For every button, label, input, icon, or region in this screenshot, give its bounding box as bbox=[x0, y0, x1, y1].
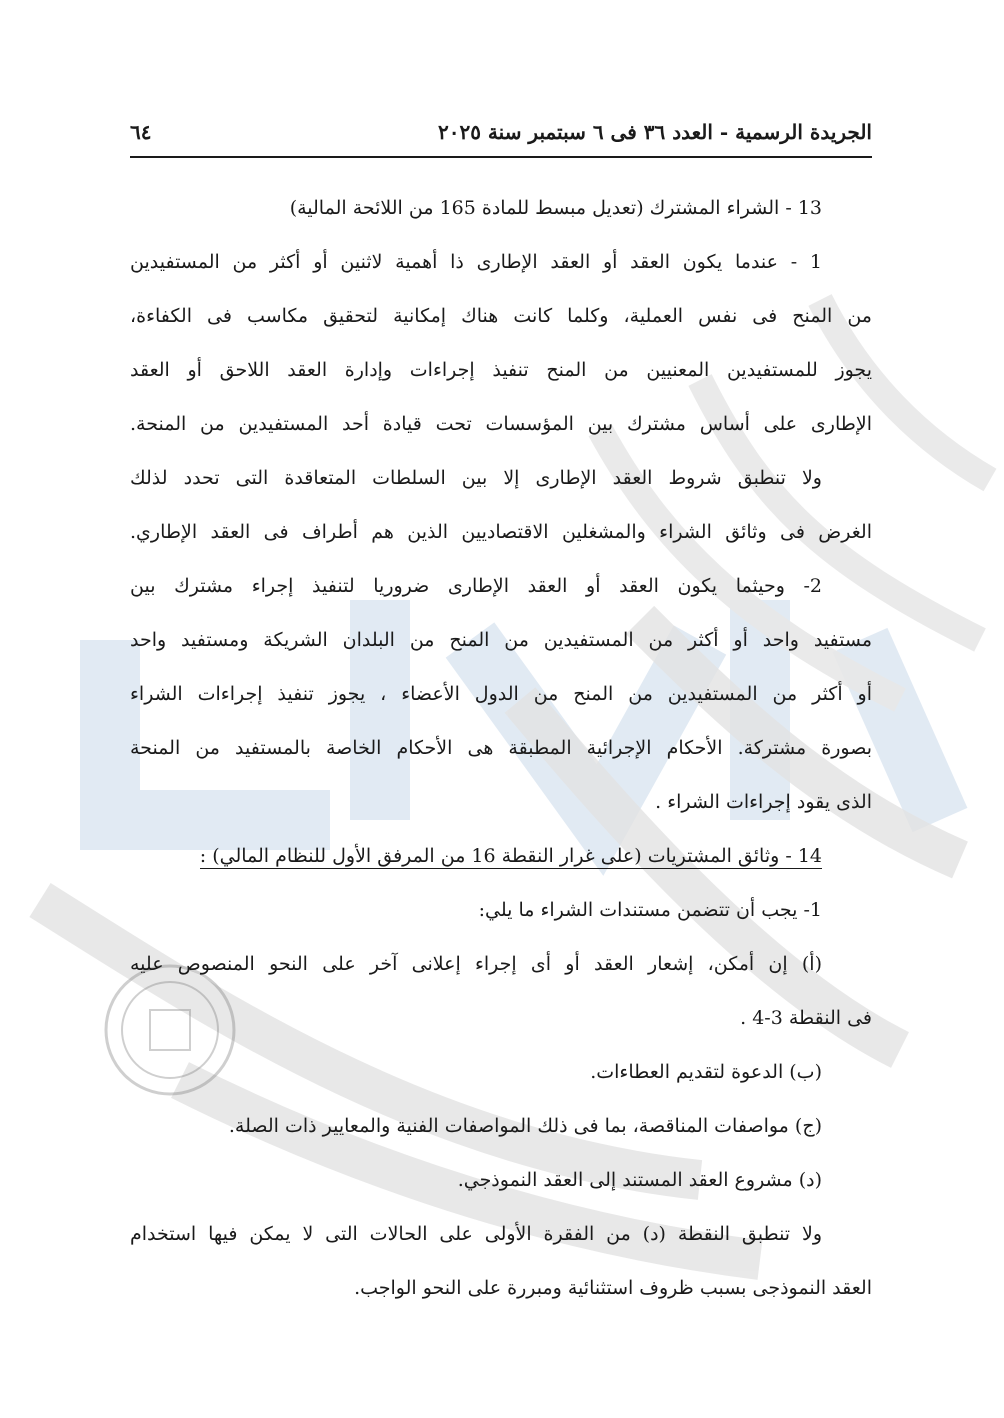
section-14-heading bbox=[130, 834, 872, 878]
paragraph-line: الغرض فى وثائق الشراء والمشغلين الاقتصاديين الذين هم أطراف فى العقد الإطاري. bbox=[130, 521, 872, 543]
paragraph-line: أو أكثر من المستفيدين من المنح من الدول الأعضاء ، يجوز تنفيذ إجراءات الشراء bbox=[130, 683, 872, 705]
paragraph-line: العقد النموذجى بسبب ظروف استثنائية ومبررة على النحو الواجب. bbox=[354, 1277, 872, 1299]
header-title: الجريدة الرسمية - العدد ٣٦ فى ٦ سبتمبر سنة ٢٠٢٥ bbox=[438, 120, 872, 144]
paragraph-line: بصورة مشتركة. الأحكام الإجرائية المطبقة هى الأحكام الخاصة بالمستفيد من المنحة bbox=[130, 737, 872, 759]
paragraph-line: 1 - عندما يكون العقد أو العقد الإطارى ذا أهمية لاثنين أو أكثر من المستفيدين bbox=[130, 251, 822, 273]
paragraph-line: يجوز للمستفيدين المعنيين من المنح تنفيذ إجراءات وإدارة العقد اللاحق أو العقد bbox=[130, 359, 872, 381]
section-14-heading-text: 14 - وثائق المشتريات (على غرار النقطة 16 من المرفق الأول للنظام المالي) : bbox=[199, 845, 822, 867]
paragraph-line: الإطارى على أساس مشترك بين المؤسسات تحت قيادة أحد المستفيدين من المنحة. bbox=[130, 413, 872, 435]
paragraph-line: ولا تنطبق شروط العقد الإطارى إلا بين السلطات المتعاقدة التى تحدد لذلك bbox=[130, 467, 822, 489]
paragraph-line: الذى يقود إجراءات الشراء . bbox=[655, 791, 872, 813]
page-number: ٦٤ bbox=[130, 120, 152, 144]
paragraph-line: فى النقطة 3-4 . bbox=[740, 1007, 872, 1029]
header-divider bbox=[130, 156, 872, 158]
paragraph-line: من المنح فى نفس العملية، وكلما كانت هناك إمكانية لتحقيق مكاسب فى الكفاءة، bbox=[130, 305, 872, 327]
paragraph-line: 1- يجب أن تتضمن مستندات الشراء ما يلي: bbox=[478, 899, 822, 921]
paragraph-line: 2- وحيثما يكون العقد أو العقد الإطارى ضروريا لتنفيذ إجراء مشترك بين bbox=[130, 575, 822, 597]
page-header bbox=[130, 112, 872, 152]
list-item-b: (ب) الدعوة لتقديم العطاءات. bbox=[590, 1061, 822, 1083]
list-item-d: (د) مشروع العقد المستند إلى العقد النموذجي. bbox=[457, 1169, 822, 1191]
section-13-heading: 13 - الشراء المشترك (تعديل مبسط للمادة 165 من اللائحة المالية) bbox=[289, 197, 822, 219]
list-item-c: (ج) مواصفات المناقصة، بما فى ذلك المواصفات الفنية والمعايير ذات الصلة. bbox=[228, 1115, 822, 1137]
paragraph-line: ولا تنطبق النقطة (د) من الفقرة الأولى على الحالات التى لا يمكن فيها استخدام bbox=[130, 1223, 822, 1245]
paragraph-line: مستفيد واحد أو أكثر من المستفيدين من المنح من البلدان الشريكة ومستفيد واحد bbox=[130, 629, 872, 651]
list-item-a: (أ) إن أمكن، إشعار العقد أو أى إجراء إعلانى آخر على النحو المنصوص عليه bbox=[130, 953, 822, 975]
